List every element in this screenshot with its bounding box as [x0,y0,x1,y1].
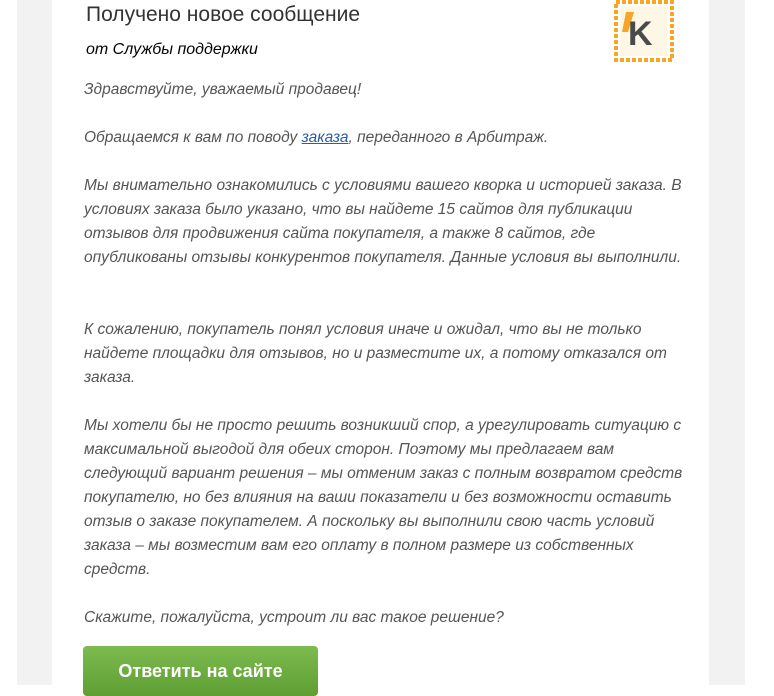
logo-letter: K [628,15,653,53]
order-reference-paragraph [84,126,694,150]
review-paragraph: Мы внимательно ознакомились с условиями вашего кворка и историей заказа. В условиях заказа было указано, что вы найдете 15 сайтов для публикации отзывов для продвижения сайта покупателя, а также 8 сайтов, где опубликованы отзывы конкурентов покупателя. Данные условия вы выполнили. [84,177,682,266]
order-reference-prefix: Обращаемся к вам по поводу [84,129,302,146]
greeting-text: Здравствуйте, уважаемый продавец! [84,81,362,98]
resolution-paragraph: Мы хотели бы не просто решить возникший спор, а урегулировать ситуацию с максимальной выгодой для обеих сторон. Поэтому мы предлагаем вам следующий вариант решения – мы отменим заказ с полным возвратом средств покупателю, но без влияния на ваши показатели и без возможности оставить отзыв о заказе покупателем. А поскольку вы выполнили свою часть условий заказа – мы возместим вам его оплату в полном размере из собственных средств. [84,417,683,578]
reply-on-site-button[interactable]: Ответить на сайте [83,646,318,696]
buyer-expectation-paragraph: К сожалению, покупатель понял условия иначе и ожидал, что вы не только найдете площадки для отзывов, но и разместите их, а потому отказался от заказа. [84,321,667,386]
email-title: Получено новое сообщение [86,3,361,26]
order-reference-suffix: , переданного в Арбитраж. [348,129,549,146]
email-sender: от Службы поддержки [86,41,258,58]
kwork-logo-icon [612,0,676,64]
question-paragraph: Скажите, пожалуйста, устроит ли вас такое решение? [84,609,504,626]
order-link[interactable]: заказа [301,129,349,146]
